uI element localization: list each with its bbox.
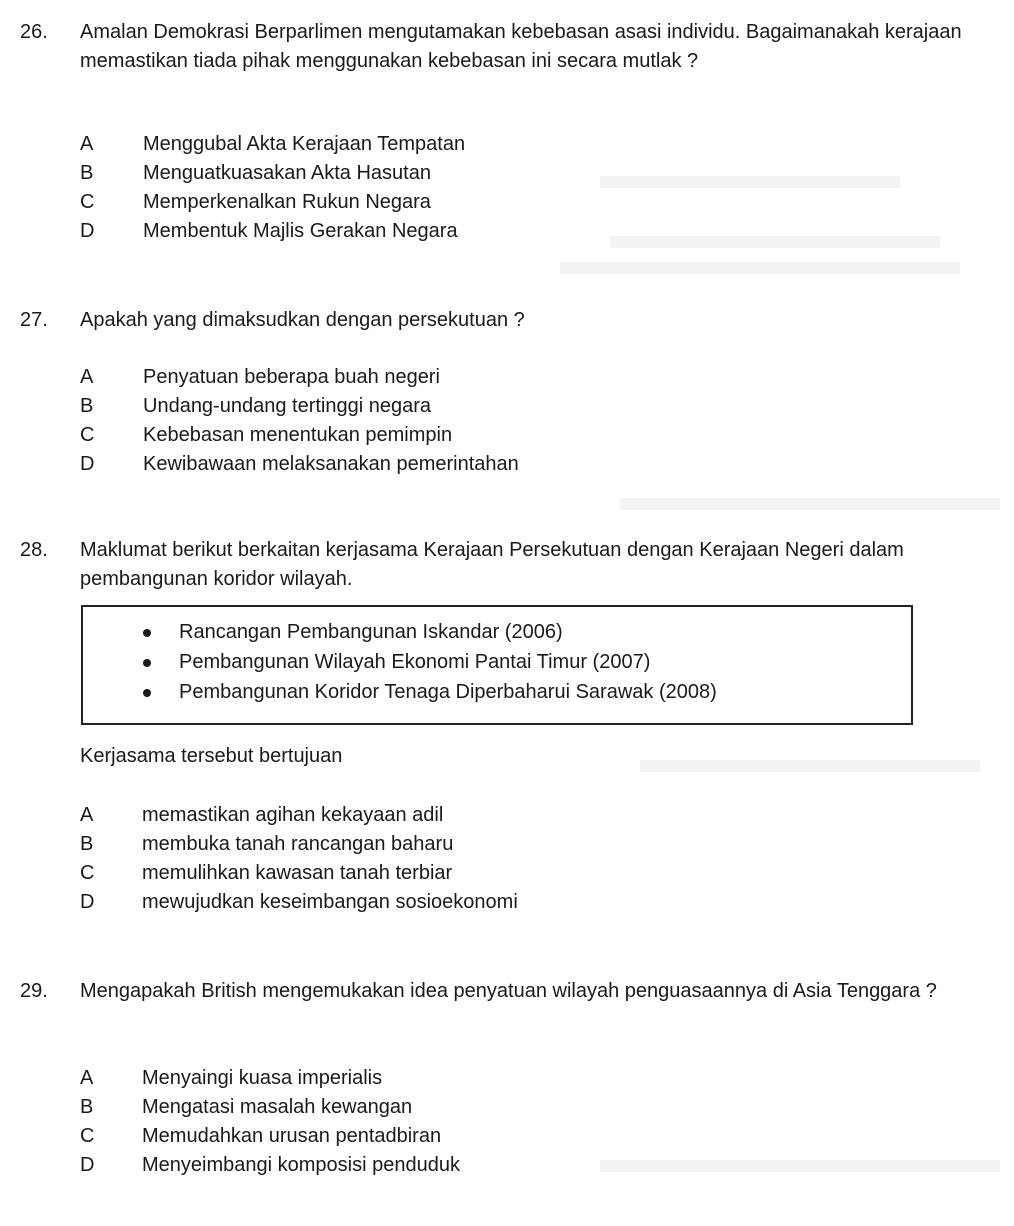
question-stem: Amalan Demokrasi Berparlimen mengutamakan kebebasan asasi individu. Bagaimanakah kerajaan memastikan tiada pihak menggunakan kebebasan ini secara mutlak ?	[80, 21, 962, 72]
option-text: Mengatasi masalah kewangan	[142, 1096, 413, 1118]
option-text: Undang-undang tertinggi negara	[143, 395, 431, 417]
option-text: Penyatuan beberapa buah negeri	[143, 366, 440, 388]
option-text: Menyaingi kuasa imperialis	[142, 1067, 383, 1089]
question-number: 28.	[20, 539, 48, 561]
info-box-item-text: Pembangunan Wilayah Ekonomi Pantai Timur (2007)	[179, 651, 651, 673]
option-text: mewujudkan keseimbangan sosioekonomi	[142, 891, 518, 913]
question-stem: Mengapakah British mengemukakan idea penyatuan wilayah penguasaannya di Asia Tenggara ?	[80, 980, 937, 1002]
bleed-mark	[560, 262, 960, 274]
option-text: memulihkan kawasan tanah terbiar	[142, 862, 453, 884]
option-letter: C	[80, 424, 95, 446]
option-text: Memudahkan urusan pentadbiran	[142, 1125, 442, 1147]
option-letter: C	[80, 191, 95, 213]
option-text: Menggubal Akta Kerajaan Tempatan	[143, 133, 466, 155]
option-text: Menyeimbangi komposisi penduduk	[142, 1154, 460, 1176]
option-letter: B	[80, 1096, 94, 1118]
question-stem: Maklumat berikut berkaitan kerjasama Kerajaan Persekutuan dengan Kerajaan Negeri dalam pembangunan koridor wilayah.	[80, 539, 904, 590]
question-number: 26.	[20, 21, 48, 43]
option-letter: C	[80, 1125, 95, 1147]
info-box-item-text: Pembangunan Koridor Tenaga Diperbaharui Sarawak (2008)	[179, 681, 717, 703]
bullet-icon	[143, 659, 151, 667]
bleed-mark	[600, 176, 900, 188]
question-stem: Apakah yang dimaksudkan dengan persekutuan ?	[80, 309, 525, 331]
option-text: Kebebasan menentukan pemimpin	[143, 424, 453, 446]
option-letter: D	[80, 1154, 95, 1176]
bullet-icon	[143, 629, 151, 637]
option-text: Membentuk Majlis Gerakan Negara	[143, 220, 458, 242]
option-text: Kewibawaan melaksanakan pemerintahan	[143, 453, 519, 475]
option-letter: A	[80, 804, 94, 826]
option-letter: A	[80, 366, 94, 388]
option-letter: B	[80, 162, 94, 184]
option-letter: A	[80, 133, 94, 155]
question-number: 29.	[20, 980, 48, 1002]
option-text: Memperkenalkan Rukun Negara	[143, 191, 431, 213]
question-number: 27.	[20, 309, 48, 331]
option-letter: C	[80, 862, 95, 884]
option-letter: D	[80, 453, 95, 475]
bullet-icon	[143, 689, 151, 697]
info-box-item-text: Rancangan Pembangunan Iskandar (2006)	[179, 621, 563, 643]
info-box	[81, 605, 913, 725]
bleed-mark	[600, 1160, 1000, 1172]
option-text: Menguatkuasakan Akta Hasutan	[143, 162, 431, 184]
option-letter: D	[80, 891, 95, 913]
option-letter: B	[80, 833, 94, 855]
option-text: membuka tanah rancangan baharu	[142, 833, 454, 855]
option-letter: D	[80, 220, 95, 242]
bleed-mark	[610, 236, 940, 248]
question-prompt: Kerjasama tersebut bertujuan	[80, 745, 343, 767]
option-text: memastikan agihan kekayaan adil	[142, 804, 444, 826]
option-letter: A	[80, 1067, 94, 1089]
option-letter: B	[80, 395, 94, 417]
bleed-mark	[620, 498, 1000, 510]
bleed-mark	[640, 760, 980, 772]
